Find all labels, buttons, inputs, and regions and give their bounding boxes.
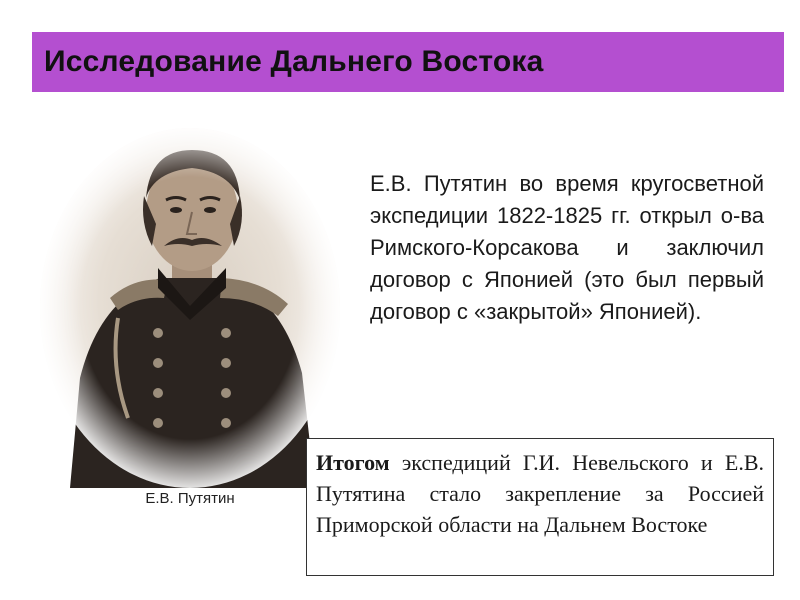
portrait-image	[40, 128, 340, 488]
summary-box	[306, 438, 774, 576]
summary-bold-lead: Итогом	[316, 450, 390, 475]
title-bar	[32, 32, 784, 92]
summary-text: экспедиций Г.И. Невельского и Е.В. Путятина стало закрепление за Россией Приморской области на Дальнем Востоке	[316, 450, 764, 537]
slide-title: Исследование Дальнего Востока	[44, 45, 544, 78]
description-text: Е.В. Путятин во время кругосветной экспедиции 1822-1825 гг. открыл о-ва Римского-Корсакова и заключил договор с Японией (это был первый договор с «закрытой» Японией).	[370, 171, 764, 324]
portrait-caption: Е.В. Путятин	[145, 490, 235, 507]
